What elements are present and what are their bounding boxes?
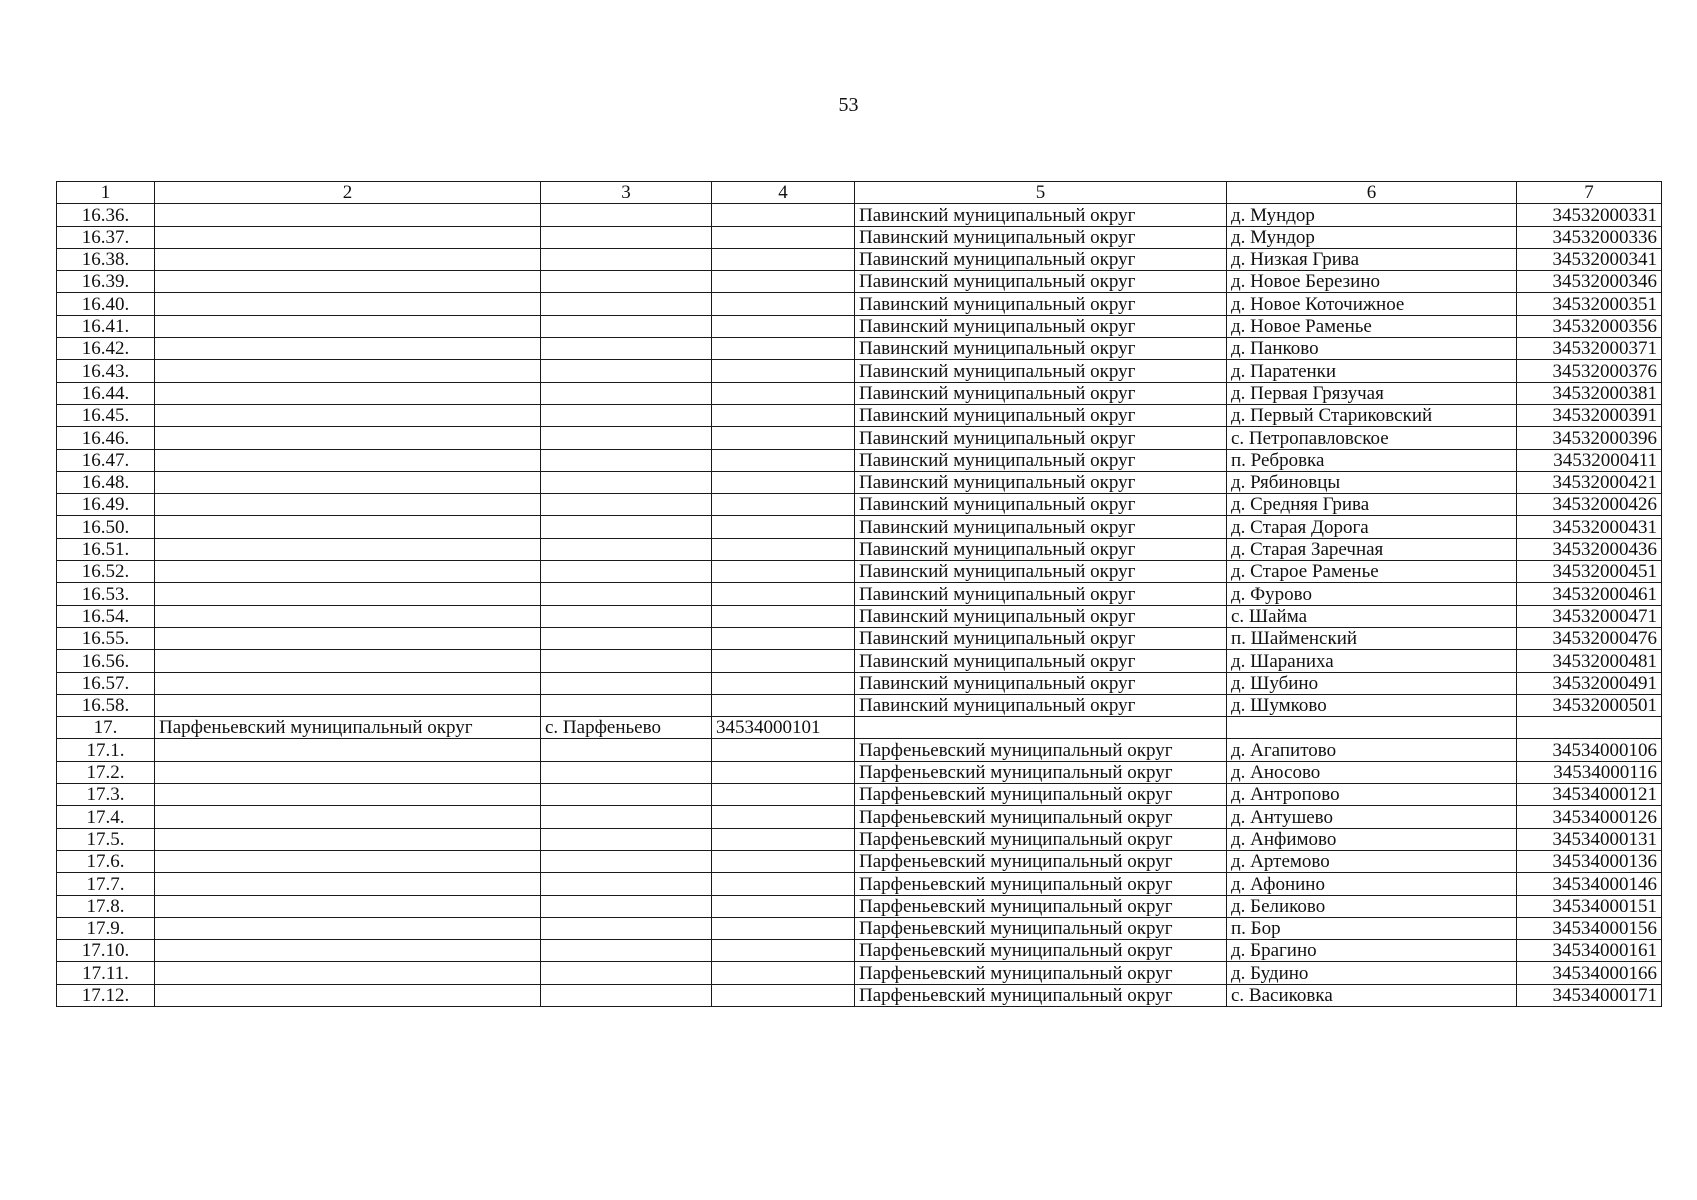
- district-cell: [155, 895, 541, 917]
- table-row: [57, 516, 1662, 538]
- center-cell: [541, 360, 712, 382]
- settlement-code-cell: 34534000131: [1517, 828, 1662, 850]
- municipality-cell: Парфеньевский муниципальный округ: [855, 873, 1227, 895]
- center-cell: [541, 984, 712, 1006]
- municipality-cell: [855, 717, 1227, 739]
- settlement-code-cell: 34534000151: [1517, 895, 1662, 917]
- settlement-cell: д. Фурово: [1227, 583, 1517, 605]
- municipality-cell: Павинский муниципальный округ: [855, 471, 1227, 493]
- municipality-cell: Парфеньевский муниципальный округ: [855, 962, 1227, 984]
- district-code-cell: [712, 873, 855, 895]
- district-code-cell: [712, 404, 855, 426]
- municipality-cell: Павинский муниципальный округ: [855, 315, 1227, 337]
- settlement-cell: д. Шараниха: [1227, 650, 1517, 672]
- center-cell: [541, 315, 712, 337]
- center-cell: [541, 293, 712, 315]
- center-cell: [541, 895, 712, 917]
- settlement-cell: д. Аносово: [1227, 761, 1517, 783]
- table-row: [57, 315, 1662, 337]
- municipality-cell: Павинский муниципальный округ: [855, 360, 1227, 382]
- center-cell: [541, 338, 712, 360]
- center-cell: с. Парфеньево: [541, 717, 712, 739]
- settlement-code-cell: 34532000411: [1517, 449, 1662, 471]
- row-number-cell: 17.7.: [57, 873, 155, 895]
- table-row: [57, 784, 1662, 806]
- district-code-cell: [712, 248, 855, 270]
- settlement-code-cell: 34532000431: [1517, 516, 1662, 538]
- settlement-code-cell: 34532000471: [1517, 605, 1662, 627]
- row-number-cell: 16.40.: [57, 293, 155, 315]
- district-code-cell: [712, 204, 855, 226]
- settlement-code-cell: 34532000476: [1517, 627, 1662, 649]
- table-row: [57, 494, 1662, 516]
- table-row: [57, 873, 1662, 895]
- municipality-cell: Павинский муниципальный округ: [855, 382, 1227, 404]
- table-row: [57, 806, 1662, 828]
- settlement-cell: с. Петропавловское: [1227, 427, 1517, 449]
- table-row: [57, 360, 1662, 382]
- municipality-cell: Павинский муниципальный округ: [855, 583, 1227, 605]
- center-cell: [541, 449, 712, 471]
- municipality-cell: Парфеньевский муниципальный округ: [855, 895, 1227, 917]
- column-header: 7: [1517, 182, 1662, 204]
- row-number-cell: 16.37.: [57, 226, 155, 248]
- settlement-cell: п. Ребровка: [1227, 449, 1517, 471]
- row-number-cell: 17.8.: [57, 895, 155, 917]
- municipality-cell: Павинский муниципальный округ: [855, 672, 1227, 694]
- district-code-cell: [712, 315, 855, 337]
- district-cell: [155, 694, 541, 716]
- column-header: 6: [1227, 182, 1517, 204]
- row-number-cell: 16.50.: [57, 516, 155, 538]
- settlement-cell: д. Паратенки: [1227, 360, 1517, 382]
- district-cell: [155, 293, 541, 315]
- table-row: [57, 940, 1662, 962]
- table-row: [57, 404, 1662, 426]
- settlement-code-cell: 34532000491: [1517, 672, 1662, 694]
- district-cell: [155, 917, 541, 939]
- settlement-cell: д. Новое Коточижное: [1227, 293, 1517, 315]
- column-header: 3: [541, 182, 712, 204]
- column-header: 5: [855, 182, 1227, 204]
- table-row: [57, 672, 1662, 694]
- settlement-code-cell: 34532000481: [1517, 650, 1662, 672]
- district-cell: [155, 850, 541, 872]
- district-code-cell: [712, 806, 855, 828]
- municipality-cell: Павинский муниципальный округ: [855, 449, 1227, 471]
- district-code-cell: [712, 516, 855, 538]
- settlement-cell: д. Брагино: [1227, 940, 1517, 962]
- municipality-cell: Павинский муниципальный округ: [855, 538, 1227, 560]
- table-row: [57, 538, 1662, 560]
- settlement-code-cell: 34534000146: [1517, 873, 1662, 895]
- municipality-cell: Парфеньевский муниципальный округ: [855, 850, 1227, 872]
- center-cell: [541, 605, 712, 627]
- settlement-code-cell: 34532000376: [1517, 360, 1662, 382]
- center-cell: [541, 650, 712, 672]
- district-cell: [155, 784, 541, 806]
- district-code-cell: [712, 538, 855, 560]
- settlement-cell: д. Артемово: [1227, 850, 1517, 872]
- settlement-cell: д. Средняя Грива: [1227, 494, 1517, 516]
- settlement-cell: д. Новое Березино: [1227, 271, 1517, 293]
- settlement-code-cell: 34532000396: [1517, 427, 1662, 449]
- table-row: [57, 850, 1662, 872]
- settlement-code-cell: 34532000356: [1517, 315, 1662, 337]
- row-number-cell: 16.56.: [57, 650, 155, 672]
- center-cell: [541, 739, 712, 761]
- municipality-cell: Павинский муниципальный округ: [855, 204, 1227, 226]
- municipality-cell: Парфеньевский муниципальный округ: [855, 806, 1227, 828]
- district-cell: [155, 984, 541, 1006]
- settlement-cell: д. Шумково: [1227, 694, 1517, 716]
- settlement-code-cell: 34532000461: [1517, 583, 1662, 605]
- center-cell: [541, 694, 712, 716]
- row-number-cell: 16.45.: [57, 404, 155, 426]
- center-cell: [541, 204, 712, 226]
- municipality-cell: Парфеньевский муниципальный округ: [855, 828, 1227, 850]
- center-cell: [541, 471, 712, 493]
- row-number-cell: 16.42.: [57, 338, 155, 360]
- settlement-code-cell: 34532000351: [1517, 293, 1662, 315]
- center-cell: [541, 382, 712, 404]
- center-cell: [541, 561, 712, 583]
- table-row: [57, 605, 1662, 627]
- district-cell: [155, 494, 541, 516]
- row-number-cell: 16.48.: [57, 471, 155, 493]
- district-code-cell: [712, 650, 855, 672]
- district-cell: [155, 650, 541, 672]
- settlement-code-cell: [1517, 717, 1662, 739]
- settlement-cell: д. Антушево: [1227, 806, 1517, 828]
- settlement-code-cell: 34534000156: [1517, 917, 1662, 939]
- district-code-cell: [712, 962, 855, 984]
- page-number: 53: [838, 94, 859, 116]
- center-cell: [541, 672, 712, 694]
- district-cell: [155, 940, 541, 962]
- district-cell: [155, 516, 541, 538]
- settlement-code-cell: 34532000371: [1517, 338, 1662, 360]
- row-number-cell: 16.38.: [57, 248, 155, 270]
- settlement-cell: д. Панково: [1227, 338, 1517, 360]
- district-code-cell: [712, 694, 855, 716]
- district-code-cell: [712, 917, 855, 939]
- settlement-code-cell: 34532000331: [1517, 204, 1662, 226]
- settlement-cell: д. Первый Стариковский: [1227, 404, 1517, 426]
- district-code-cell: [712, 494, 855, 516]
- row-number-cell: 17.1.: [57, 739, 155, 761]
- district-code-cell: [712, 360, 855, 382]
- district-cell: [155, 806, 541, 828]
- district-code-cell: [712, 784, 855, 806]
- district-code-cell: [712, 338, 855, 360]
- row-number-cell: 16.39.: [57, 271, 155, 293]
- district-code-cell: 34534000101: [712, 717, 855, 739]
- settlement-code-cell: 34534000116: [1517, 761, 1662, 783]
- row-number-cell: 17.10.: [57, 940, 155, 962]
- row-number-cell: 17.: [57, 717, 155, 739]
- settlement-code-cell: 34534000121: [1517, 784, 1662, 806]
- row-number-cell: 17.4.: [57, 806, 155, 828]
- center-cell: [541, 427, 712, 449]
- settlement-code-cell: 34532000426: [1517, 494, 1662, 516]
- municipality-cell: Павинский муниципальный округ: [855, 561, 1227, 583]
- center-cell: [541, 627, 712, 649]
- row-number-cell: 16.57.: [57, 672, 155, 694]
- district-code-cell: [712, 828, 855, 850]
- settlement-cell: с. Васиковка: [1227, 984, 1517, 1006]
- municipality-cell: Павинский муниципальный округ: [855, 226, 1227, 248]
- district-cell: [155, 672, 541, 694]
- municipality-cell: Павинский муниципальный округ: [855, 627, 1227, 649]
- settlement-code-cell: 34534000161: [1517, 940, 1662, 962]
- settlement-cell: д. Первая Грязучая: [1227, 382, 1517, 404]
- settlement-cell: с. Шайма: [1227, 605, 1517, 627]
- row-number-cell: 16.49.: [57, 494, 155, 516]
- settlement-cell: д. Анфимово: [1227, 828, 1517, 850]
- row-number-cell: 16.54.: [57, 605, 155, 627]
- table-row: [57, 984, 1662, 1006]
- settlement-cell: д. Мундор: [1227, 204, 1517, 226]
- district-code-cell: [712, 449, 855, 471]
- settlement-cell: д. Будино: [1227, 962, 1517, 984]
- center-cell: [541, 873, 712, 895]
- district-cell: [155, 561, 541, 583]
- table-row: [57, 427, 1662, 449]
- district-cell: [155, 248, 541, 270]
- district-code-cell: [712, 739, 855, 761]
- settlement-code-cell: 34532000341: [1517, 248, 1662, 270]
- settlement-cell: д. Старая Заречная: [1227, 538, 1517, 560]
- center-cell: [541, 226, 712, 248]
- row-number-cell: 16.53.: [57, 583, 155, 605]
- table-row: [57, 471, 1662, 493]
- settlement-cell: д. Низкая Грива: [1227, 248, 1517, 270]
- municipality-cell: Павинский муниципальный округ: [855, 248, 1227, 270]
- district-code-cell: [712, 583, 855, 605]
- center-cell: [541, 940, 712, 962]
- center-cell: [541, 761, 712, 783]
- district-cell: [155, 204, 541, 226]
- settlement-cell: д. Новое Раменье: [1227, 315, 1517, 337]
- table-row: [57, 895, 1662, 917]
- row-number-cell: 16.51.: [57, 538, 155, 560]
- table-row: [57, 226, 1662, 248]
- center-cell: [541, 271, 712, 293]
- registry-table: [56, 181, 1662, 1007]
- table-header-row: [57, 182, 1662, 204]
- municipality-cell: Павинский муниципальный округ: [855, 694, 1227, 716]
- row-number-cell: 16.58.: [57, 694, 155, 716]
- row-number-cell: 16.47.: [57, 449, 155, 471]
- municipality-cell: Парфеньевский муниципальный округ: [855, 940, 1227, 962]
- column-header: 1: [57, 182, 155, 204]
- row-number-cell: 17.2.: [57, 761, 155, 783]
- district-cell: [155, 873, 541, 895]
- municipality-cell: Павинский муниципальный округ: [855, 427, 1227, 449]
- settlement-code-cell: 34534000171: [1517, 984, 1662, 1006]
- district-cell: [155, 382, 541, 404]
- district-code-cell: [712, 605, 855, 627]
- table-row: [57, 962, 1662, 984]
- table-row: [57, 204, 1662, 226]
- district-code-cell: [712, 561, 855, 583]
- table-row: [57, 449, 1662, 471]
- settlement-code-cell: 34532000346: [1517, 271, 1662, 293]
- district-code-cell: [712, 271, 855, 293]
- row-number-cell: 17.12.: [57, 984, 155, 1006]
- district-code-cell: [712, 471, 855, 493]
- municipality-cell: Парфеньевский муниципальный округ: [855, 761, 1227, 783]
- municipality-cell: Павинский муниципальный округ: [855, 404, 1227, 426]
- municipality-cell: Павинский муниципальный округ: [855, 271, 1227, 293]
- settlement-cell: д. Антропово: [1227, 784, 1517, 806]
- district-code-cell: [712, 382, 855, 404]
- table-row: [57, 650, 1662, 672]
- table-row: [57, 338, 1662, 360]
- row-number-cell: 16.46.: [57, 427, 155, 449]
- district-cell: [155, 427, 541, 449]
- municipality-cell: Парфеньевский муниципальный округ: [855, 984, 1227, 1006]
- district-cell: [155, 627, 541, 649]
- settlement-cell: д. Шубино: [1227, 672, 1517, 694]
- settlement-code-cell: 34534000126: [1517, 806, 1662, 828]
- municipality-cell: Павинский муниципальный округ: [855, 293, 1227, 315]
- municipality-cell: Павинский муниципальный округ: [855, 338, 1227, 360]
- row-number-cell: 16.36.: [57, 204, 155, 226]
- row-number-cell: 17.6.: [57, 850, 155, 872]
- center-cell: [541, 962, 712, 984]
- table-row: [57, 828, 1662, 850]
- district-cell: [155, 605, 541, 627]
- settlement-cell: п. Шайменский: [1227, 627, 1517, 649]
- table-row: [57, 917, 1662, 939]
- municipality-cell: Парфеньевский муниципальный округ: [855, 739, 1227, 761]
- table-row: [57, 271, 1662, 293]
- district-code-cell: [712, 427, 855, 449]
- settlement-cell: д. Афонино: [1227, 873, 1517, 895]
- district-cell: Парфеньевский муниципальный округ: [155, 717, 541, 739]
- row-number-cell: 17.11.: [57, 962, 155, 984]
- district-code-cell: [712, 895, 855, 917]
- district-cell: [155, 226, 541, 248]
- row-number-cell: 16.55.: [57, 627, 155, 649]
- center-cell: [541, 784, 712, 806]
- center-cell: [541, 917, 712, 939]
- table-row: [57, 739, 1662, 761]
- district-code-cell: [712, 850, 855, 872]
- municipality-cell: Павинский муниципальный округ: [855, 605, 1227, 627]
- district-code-cell: [712, 984, 855, 1006]
- district-code-cell: [712, 761, 855, 783]
- district-cell: [155, 538, 541, 560]
- settlement-cell: п. Бор: [1227, 917, 1517, 939]
- center-cell: [541, 828, 712, 850]
- municipality-cell: Павинский муниципальный округ: [855, 650, 1227, 672]
- row-number-cell: 17.5.: [57, 828, 155, 850]
- settlement-code-cell: 34532000336: [1517, 226, 1662, 248]
- district-cell: [155, 761, 541, 783]
- settlement-code-cell: 34534000106: [1517, 739, 1662, 761]
- district-cell: [155, 271, 541, 293]
- center-cell: [541, 404, 712, 426]
- district-cell: [155, 338, 541, 360]
- settlement-cell: [1227, 717, 1517, 739]
- district-cell: [155, 315, 541, 337]
- table-row: [57, 627, 1662, 649]
- settlement-code-cell: 34532000436: [1517, 538, 1662, 560]
- settlement-code-cell: 34534000136: [1517, 850, 1662, 872]
- settlement-cell: д. Агапитово: [1227, 739, 1517, 761]
- center-cell: [541, 583, 712, 605]
- table-row: [57, 717, 1662, 739]
- table-row: [57, 583, 1662, 605]
- center-cell: [541, 538, 712, 560]
- center-cell: [541, 494, 712, 516]
- district-code-cell: [712, 627, 855, 649]
- table-row: [57, 248, 1662, 270]
- column-header: 4: [712, 182, 855, 204]
- table-row: [57, 761, 1662, 783]
- settlement-cell: д. Старое Раменье: [1227, 561, 1517, 583]
- row-number-cell: 16.52.: [57, 561, 155, 583]
- district-code-cell: [712, 293, 855, 315]
- table-row: [57, 561, 1662, 583]
- municipality-cell: Парфеньевский муниципальный округ: [855, 784, 1227, 806]
- settlement-code-cell: 34534000166: [1517, 962, 1662, 984]
- district-cell: [155, 471, 541, 493]
- row-number-cell: 17.9.: [57, 917, 155, 939]
- table-row: [57, 694, 1662, 716]
- settlement-code-cell: 34532000421: [1517, 471, 1662, 493]
- row-number-cell: 17.3.: [57, 784, 155, 806]
- district-code-cell: [712, 940, 855, 962]
- row-number-cell: 16.41.: [57, 315, 155, 337]
- settlement-cell: д. Мундор: [1227, 226, 1517, 248]
- settlement-cell: д. Рябиновцы: [1227, 471, 1517, 493]
- table-row: [57, 293, 1662, 315]
- table-row: [57, 382, 1662, 404]
- settlement-cell: д. Беликово: [1227, 895, 1517, 917]
- settlement-code-cell: 34532000501: [1517, 694, 1662, 716]
- municipality-cell: Парфеньевский муниципальный округ: [855, 917, 1227, 939]
- district-cell: [155, 583, 541, 605]
- district-cell: [155, 449, 541, 471]
- center-cell: [541, 248, 712, 270]
- center-cell: [541, 850, 712, 872]
- center-cell: [541, 516, 712, 538]
- settlement-code-cell: 34532000381: [1517, 382, 1662, 404]
- district-cell: [155, 404, 541, 426]
- settlement-code-cell: 34532000451: [1517, 561, 1662, 583]
- district-cell: [155, 828, 541, 850]
- column-header: 2: [155, 182, 541, 204]
- district-cell: [155, 360, 541, 382]
- settlement-cell: д. Старая Дорога: [1227, 516, 1517, 538]
- district-code-cell: [712, 672, 855, 694]
- municipality-cell: Павинский муниципальный округ: [855, 494, 1227, 516]
- row-number-cell: 16.44.: [57, 382, 155, 404]
- district-cell: [155, 739, 541, 761]
- district-code-cell: [712, 226, 855, 248]
- row-number-cell: 16.43.: [57, 360, 155, 382]
- center-cell: [541, 806, 712, 828]
- district-cell: [155, 962, 541, 984]
- settlement-code-cell: 34532000391: [1517, 404, 1662, 426]
- municipality-cell: Павинский муниципальный округ: [855, 516, 1227, 538]
